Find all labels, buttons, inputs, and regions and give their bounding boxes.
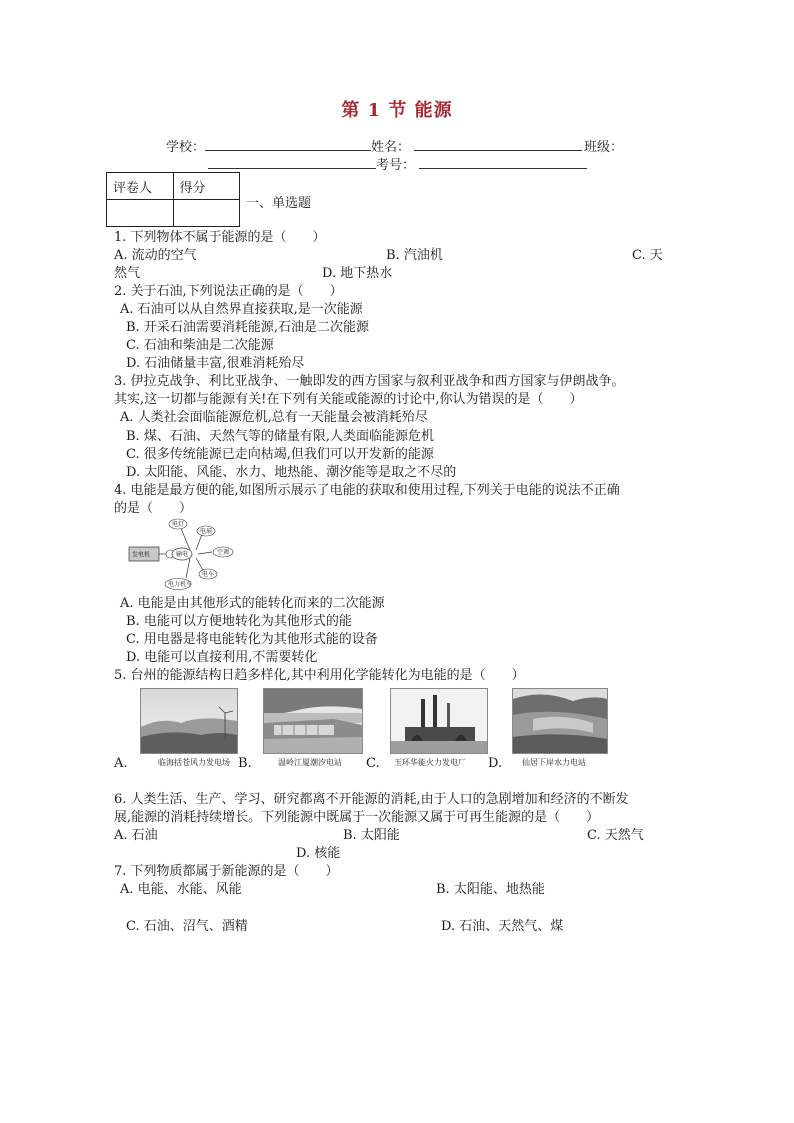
section-title: 一、单选题 <box>246 196 312 211</box>
caption-thermal-plant: 玉环华能火力发电厂 <box>394 758 466 767</box>
question-3-stem-line1: 3. 伊拉克战争、利比亚战争、一触即发的西方国家与叙利亚战争和西方国家与伊朗战争。 <box>114 374 625 389</box>
exam-no-label: 考号： <box>376 158 416 173</box>
question-3-stem-line2: 其实,这一切都与能源有关!在下列有关能或能源的讨论中,你认为错误的是（ ） <box>114 392 583 407</box>
class-field[interactable] <box>208 155 376 169</box>
q4-option-d[interactable]: D. 电能可以直接利用,不需要转化 <box>126 650 318 665</box>
q5-option-d[interactable]: D. <box>488 756 503 771</box>
caption-tidal-station: 温岭江厦潮汐电站 <box>278 758 342 767</box>
caption-wind-farm: 临海括苍风力发电场 <box>158 758 230 767</box>
q4-option-c[interactable]: C. 用电器是将电能转化为其他形式能的设备 <box>126 632 378 647</box>
photo-wind-farm <box>140 688 238 754</box>
student-info-row2 <box>208 155 587 175</box>
score-cell[interactable] <box>173 200 240 227</box>
question-5-stem: 5. 台州的能源结构日趋多样化,其中利用化学能转化为电能的是（ ） <box>114 668 525 683</box>
question-4-stem-line1: 4. 电能是最方便的能,如图所示展示了电能的获取和使用过程,下列关于电能的说法不正确 <box>114 483 620 498</box>
diagram-lamp-label: 电灯 <box>172 521 185 528</box>
name-field[interactable] <box>414 137 582 151</box>
q2-option-d[interactable]: D. 石油储量丰富,很难消耗殆尽 <box>126 356 305 371</box>
q7-option-b[interactable]: B. 太阳能、地热能 <box>436 882 545 897</box>
q3-option-b[interactable]: B. 煤、石油、天然气等的储量有限,人类面临能源危机 <box>126 429 434 444</box>
q3-option-a[interactable]: A. 人类社会面临能源危机,总有一天能量会被消耗殆尽 <box>120 410 428 425</box>
school-field[interactable] <box>205 137 371 151</box>
diagram-fan-label: 电扇 <box>200 528 213 535</box>
q1-option-a[interactable]: A. 流动的空气 <box>114 248 197 263</box>
q5-option-c[interactable]: C. <box>366 756 380 771</box>
question-6-stem-line1: 6. 人类生活、生产、学习、研究都离不开能源的消耗,由于人口的急剧增加和经济的不断发 <box>114 792 629 807</box>
q6-option-b[interactable]: B. 太阳能 <box>343 828 400 843</box>
name-label: 姓名： <box>371 140 411 155</box>
photo-hydro-station <box>512 688 608 754</box>
q6-option-c[interactable]: C. 天然气 <box>587 828 644 843</box>
q1-option-b[interactable]: B. 汽油机 <box>386 248 443 263</box>
q4-option-b[interactable]: B. 电能可以方便地转化为其他形式的能 <box>126 614 352 629</box>
q7-option-d[interactable]: D. 石油、天然气、煤 <box>441 919 564 934</box>
q3-option-c[interactable]: C. 很多传统能源已走向枯竭,但我们可以开发新的能源 <box>126 447 434 462</box>
score-header: 得分 <box>173 173 240 200</box>
q1-option-c[interactable]: C. 天 <box>632 248 663 263</box>
photo-tidal-station <box>263 688 363 754</box>
question-2-stem: 2. 关于石油,下列说法正确的是（ ） <box>114 284 343 299</box>
question-7-stem: 7. 下列物质都属于新能源的是（ ） <box>114 864 339 879</box>
q5-option-b[interactable]: B. <box>238 756 252 771</box>
q6-option-d[interactable]: D. 核能 <box>296 846 341 861</box>
q3-option-d[interactable]: D. 太阳能、风能、水力、地热能、潮汐能等是取之不尽的 <box>126 465 457 480</box>
diagram-generator-label: 发电机 <box>132 551 151 559</box>
q2-option-b[interactable]: B. 开采石油需要消耗能源,石油是二次能源 <box>126 320 369 335</box>
grader-header: 评卷人 <box>107 173 174 200</box>
question-6-stem-line2: 展,能源的消耗持续增长。下列能源中既属于一次能源又属于可再生能源的是（ ） <box>114 810 600 825</box>
q6-option-a[interactable]: A. 石油 <box>114 828 158 843</box>
school-label: 学校： <box>166 140 206 155</box>
student-info <box>166 137 623 157</box>
page-title: 第 1 节 能源 <box>341 100 453 121</box>
diagram-ac-label: 空调 <box>217 549 230 556</box>
q7-option-c[interactable]: C. 石油、沼气、酒精 <box>126 919 248 934</box>
caption-hydro-station: 仙居下岸水力电站 <box>522 758 586 767</box>
q4-option-a[interactable]: A. 电能是由其他形式的能转化而来的二次能源 <box>120 596 385 611</box>
diagram-machine-label: 电力机车 <box>168 581 193 588</box>
q5-option-a[interactable]: A. <box>114 756 128 771</box>
photo-thermal-plant <box>390 688 488 754</box>
q1-option-d[interactable]: D. 地下热水 <box>322 266 393 281</box>
electricity-diagram <box>128 516 238 594</box>
class-label: 班级： <box>584 140 624 155</box>
question-4-stem-line2: 的是（ ） <box>114 501 193 516</box>
score-table <box>106 172 240 227</box>
grader-cell[interactable] <box>107 200 174 227</box>
q2-option-a[interactable]: A. 石油可以从自然界直接获取,是一次能源 <box>120 302 363 317</box>
diagram-hub-label: 输电 <box>176 551 189 558</box>
diagram-car-label: 电车 <box>202 571 215 578</box>
q1-option-c-cont: 然气 <box>114 266 141 281</box>
q7-option-a[interactable]: A. 电能、水能、风能 <box>120 882 242 897</box>
question-1-stem: 1. 下列物体不属于能源的是（ ） <box>114 230 326 245</box>
q2-option-c[interactable]: C. 石油和柴油是二次能源 <box>126 338 274 353</box>
exam-no-field[interactable] <box>419 155 587 169</box>
